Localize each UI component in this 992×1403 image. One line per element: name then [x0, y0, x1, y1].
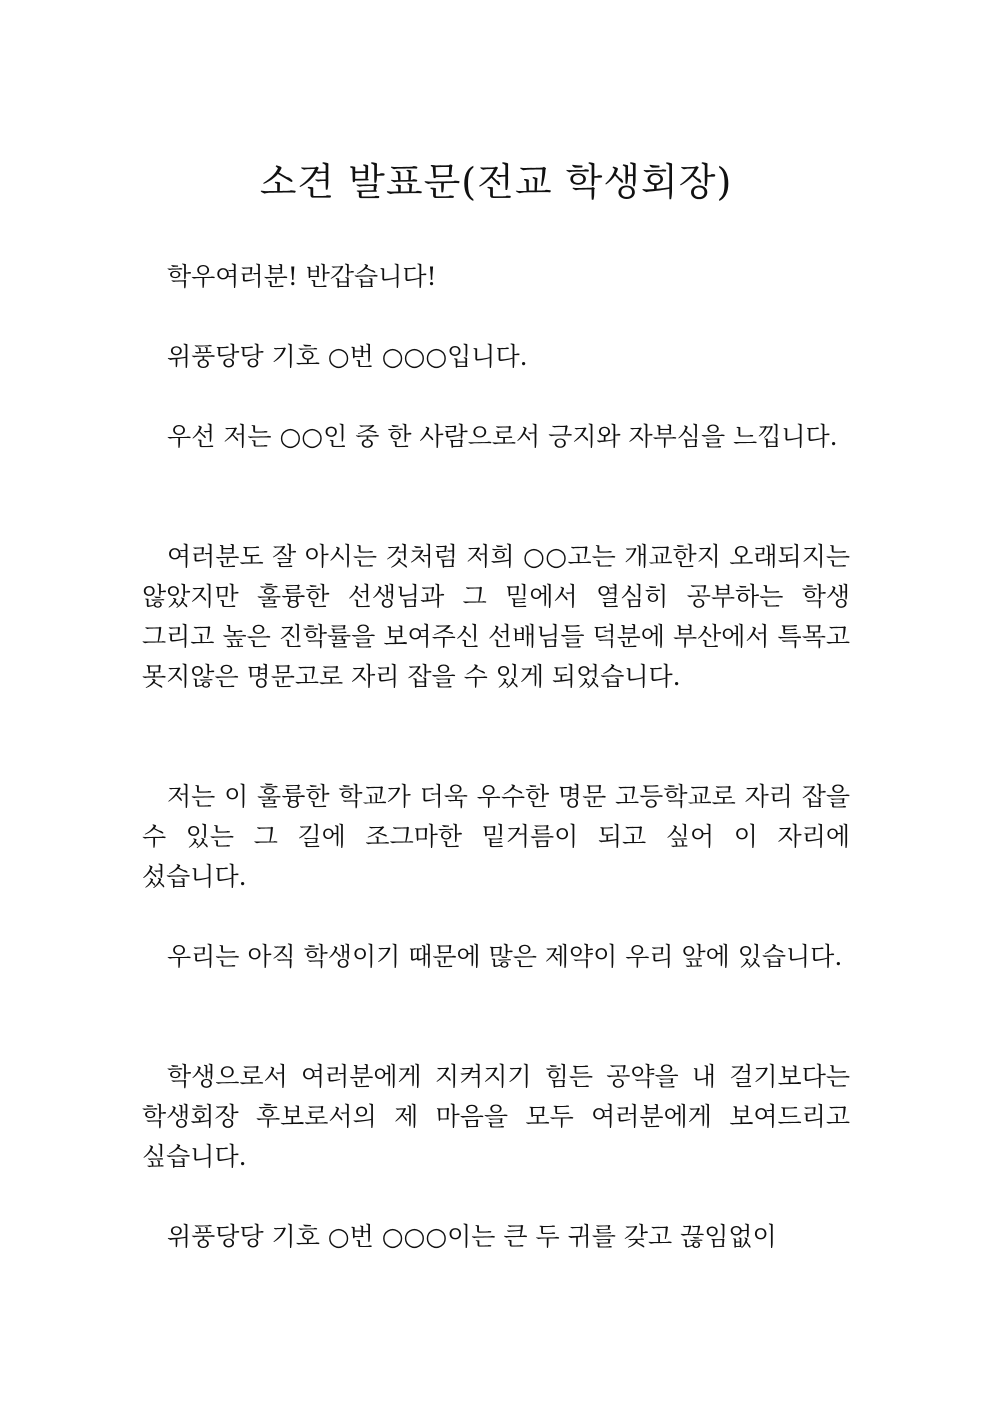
paragraph-motivation: 저는 이 훌륭한 학교가 더욱 우수한 명문 고등학교로 자리 잡을 수 있는 그 길에 조그마한 밑거름이 되고 싶어 이 자리에 섰습니다. — [142, 782, 850, 891]
paragraph-closing: 위풍당당 기호 ○번 ○○○이는 큰 두 귀를 갖고 끊임없이 — [167, 1222, 777, 1251]
paragraph-sincerity: 학생으로서 여러분에게 지켜지기 힘든 공약을 내 걸기보다는 학생회장 후보로서의 제 마음을 모두 여러분에게 보여드리고 싶습니다. — [142, 1062, 850, 1171]
paragraph-constraints: 우리는 아직 학생이기 때문에 많은 제약이 우리 앞에 있습니다. — [167, 942, 843, 971]
paragraph-pride: 우선 저는 ○○인 중 한 사람으로서 긍지와 자부심을 느낍니다. — [167, 422, 838, 451]
document-title: 소견 발표문(전교 학생회장) — [259, 160, 733, 204]
paragraph-greeting: 학우여러분! 반갑습니다! — [167, 262, 437, 291]
paragraph-school-history: 여러분도 잘 아시는 것처럼 저희 ○○고는 개교한지 오래되지는 않았지만 훌륭한 선생님과 그 밑에서 열심히 공부하는 학생 그리고 높은 진학률을 보여주신 선배님들 덕분에 부산에서 특목고 못지않은 명문고로 자리 잡을 수 있게 되었습니다. — [142, 542, 850, 691]
paragraph-introduction: 위풍당당 기호 ○번 ○○○입니다. — [167, 342, 528, 371]
